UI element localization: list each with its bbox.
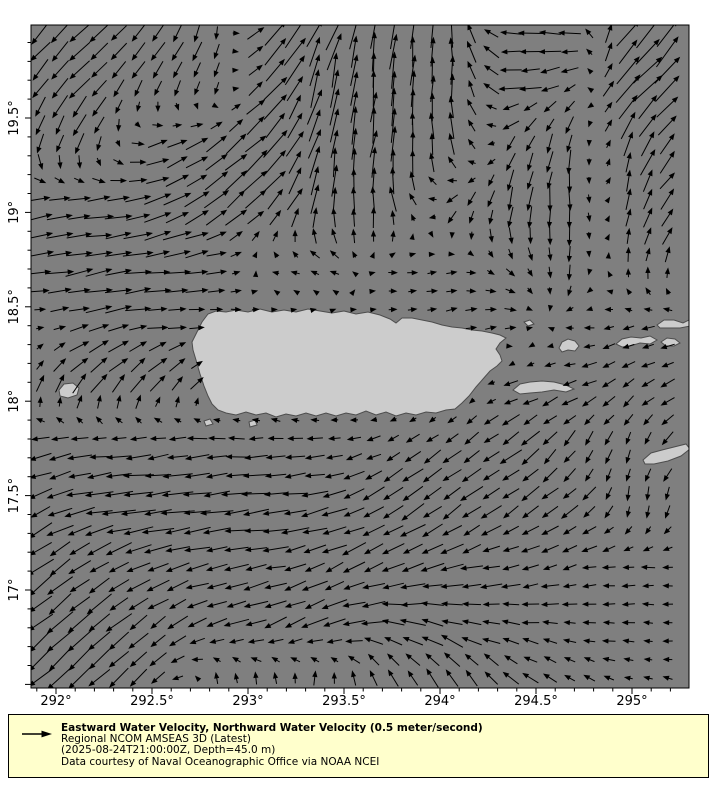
x-axis-tick-label: 294.5°	[514, 694, 558, 709]
legend-box	[8, 714, 709, 778]
x-axis-tick-label: 293°	[232, 694, 264, 709]
velocity-arrow-head	[411, 18, 416, 25]
y-axis-tick-label: 19.5°	[7, 100, 22, 136]
velocity-arrow-head	[354, 17, 359, 24]
x-axis-tick-label: 295°	[616, 694, 648, 709]
reference-arrow-icon	[21, 729, 53, 739]
x-axis-tick-label: 293.5°	[322, 694, 366, 709]
x-axis-tick-label: 292.5°	[130, 694, 174, 709]
velocity-arrow-head	[392, 17, 397, 24]
x-axis-tick-label: 294°	[424, 694, 456, 709]
y-axis-tick-label: 17.5°	[7, 477, 22, 514]
y-axis-tick-label: 19°	[7, 200, 22, 224]
y-axis-tick-label: 17°	[7, 578, 22, 602]
legend-dataset: Regional NCOM AMSEAS 3D (Latest)	[61, 733, 251, 746]
legend-credit: Data courtesy of Naval Oceanographic Office via NOAA NCEI	[61, 755, 380, 768]
velocity-arrow-head	[299, 19, 305, 26]
legend-title: Eastward Water Velocity, Northward Water Velocity (0.5 meter/second)	[61, 722, 483, 734]
legend-text-block	[61, 715, 483, 768]
x-axis-tick-label: 292°	[40, 694, 72, 709]
legend-time-depth: (2025-08-24T21:00:00Z, Depth=45.0 m)	[61, 744, 276, 757]
velocity-arrow-head	[653, 19, 659, 26]
velocity-arrow-head	[373, 18, 378, 25]
y-axis-tick-label: 18.5°	[7, 289, 22, 325]
velocity-arrow-head	[337, 16, 342, 23]
y-axis-tick-label: 18°	[7, 389, 22, 413]
velocity-arrow-head	[431, 19, 436, 26]
velocity-arrow-head	[449, 19, 454, 26]
